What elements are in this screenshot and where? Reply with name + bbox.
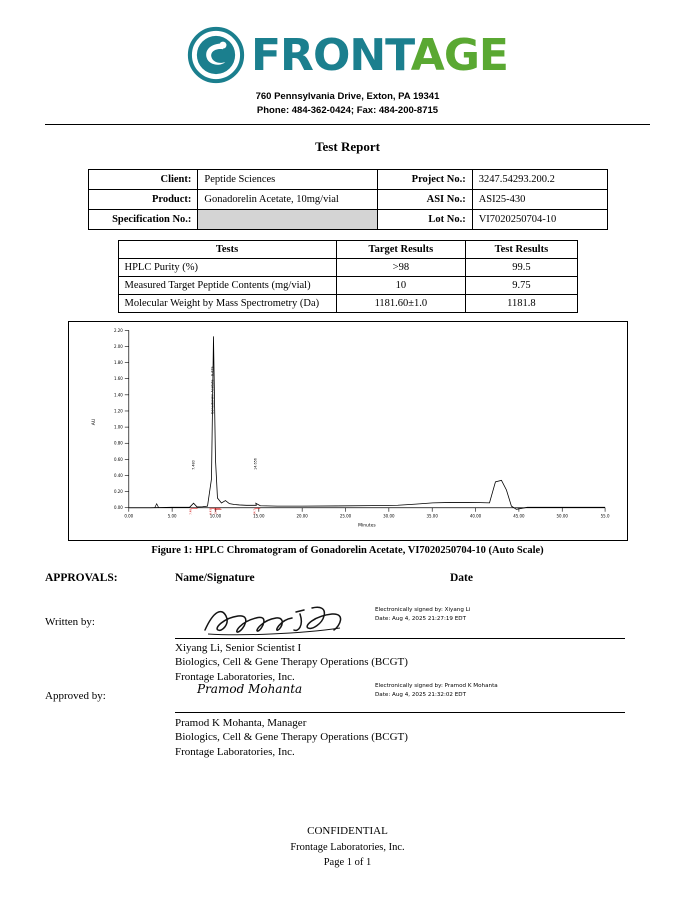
address-line-1: 760 Pennsylvania Drive, Exton, PA 19341 xyxy=(255,91,440,102)
target-result: 10 xyxy=(336,276,466,294)
test-name: HPLC Purity (%) xyxy=(118,258,336,276)
approvals-header-row xyxy=(45,572,650,584)
col-tests: Tests xyxy=(118,240,336,258)
svg-text:14.656: 14.656 xyxy=(252,457,257,470)
table-row xyxy=(88,209,607,229)
table-row xyxy=(88,189,607,209)
test-result: 1181.8 xyxy=(466,294,577,312)
test-name: Measured Target Peptide Contents (mg/vial) xyxy=(118,276,336,294)
approved-by-label: Approved by: xyxy=(45,689,106,702)
svg-text:7.48: 7.48 xyxy=(189,508,193,515)
figure-caption: Figure 1: HPLC Chromatogram of Gonadorelin Acetate, VI7020250704-10 (Auto Scale) xyxy=(151,544,544,556)
approved-by-name: Pramod K Mohanta, Manager xyxy=(175,716,307,729)
chromatogram-svg xyxy=(69,322,627,540)
test-result: 9.75 xyxy=(466,276,577,294)
client-value: Peptide Sciences xyxy=(198,169,377,189)
svg-text:Gonadorelin Acetate - 9.429: Gonadorelin Acetate - 9.429 xyxy=(209,366,214,414)
approved-by-signature-line xyxy=(175,712,625,713)
lot-no-value: VI7020250704-10 xyxy=(472,209,607,229)
confidential-notice: CONFIDENTIAL xyxy=(307,824,388,837)
svg-text:1.00: 1.00 xyxy=(113,424,123,430)
esign-line-1: Electronically signed by: Pramod K Mohanta xyxy=(375,682,498,689)
esign-line-1: Electronically signed by: Xiyang Li xyxy=(375,606,471,613)
approvals-section xyxy=(45,571,650,759)
svg-text:55.0: 55.0 xyxy=(600,513,610,519)
svg-text:AU: AU xyxy=(91,418,97,425)
project-no-label: Project No.: xyxy=(377,169,472,189)
svg-text:1.60: 1.60 xyxy=(113,375,123,381)
written-by-signature-image xyxy=(200,600,360,640)
table-row xyxy=(118,276,577,294)
lot-no-label: Lot No.: xyxy=(377,209,472,229)
svg-text:40.00: 40.00 xyxy=(469,513,481,519)
chromatogram-figure xyxy=(68,321,628,556)
test-result: 99.5 xyxy=(466,258,577,276)
test-name: Molecular Weight by Mass Spectrometry (Da) xyxy=(118,294,336,312)
svg-text:10.00: 10.00 xyxy=(209,513,221,519)
svg-text:2.00: 2.00 xyxy=(113,343,123,349)
page-number: Page 1 of 1 xyxy=(323,856,372,868)
written-by-department: Biologics, Cell & Gene Therapy Operations (BCGT) xyxy=(175,656,408,669)
table-row xyxy=(118,294,577,312)
product-value: Gonadorelin Acetate, 10mg/vial xyxy=(198,189,377,209)
svg-text:10.0: 10.0 xyxy=(213,508,217,515)
project-no-value: 3247.54293.200.2 xyxy=(472,169,607,189)
address-line-2: Phone: 484-362-0424; Fax: 484-200-8715 xyxy=(256,104,439,116)
name-signature-heading: Name/Signature xyxy=(175,571,255,584)
svg-text:Minutes: Minutes xyxy=(357,523,376,529)
svg-text:7.480: 7.480 xyxy=(191,459,196,470)
svg-text:0.00: 0.00 xyxy=(123,513,133,519)
page-title: Test Report xyxy=(315,138,380,154)
asi-no-value: ASI25-430 xyxy=(472,189,607,209)
approved-by-company: Frontage Laboratories, Inc. xyxy=(175,746,295,759)
target-result: >98 xyxy=(336,258,466,276)
svg-text:14.7: 14.7 xyxy=(252,508,256,515)
target-result: 1181.60±1.0 xyxy=(336,294,466,312)
svg-text:0.80: 0.80 xyxy=(113,440,123,446)
client-label: Client: xyxy=(88,169,198,189)
company-logo xyxy=(45,0,650,84)
written-by-company: Frontage Laboratories, Inc. xyxy=(175,671,295,684)
svg-text:30.00: 30.00 xyxy=(382,513,395,519)
product-label: Product: xyxy=(88,189,198,209)
svg-text:1.80: 1.80 xyxy=(113,359,123,365)
svg-text:15.00: 15.00 xyxy=(252,513,265,519)
approved-by-signature-image: Pramod Mohanta xyxy=(197,681,303,696)
approvals-heading: APPROVALS: xyxy=(45,571,118,584)
svg-text:0.60: 0.60 xyxy=(113,456,123,462)
svg-text:1.40: 1.40 xyxy=(113,391,123,397)
page-footer xyxy=(0,824,695,870)
logo-wordmark-part1: FRONT xyxy=(251,29,411,81)
chromatogram-plot xyxy=(68,321,628,541)
svg-text:25.00: 25.00 xyxy=(339,513,351,519)
approved-by-esignature-text xyxy=(375,682,498,701)
table-row xyxy=(88,169,607,189)
svg-text:0.40: 0.40 xyxy=(113,472,123,478)
specification-no-label: Specification No.: xyxy=(88,209,198,229)
svg-text:45.00: 45.00 xyxy=(512,513,525,519)
date-heading: Date xyxy=(450,571,473,584)
esign-line-2: Date: Aug 4, 2025 21:32:02 EDT xyxy=(375,692,467,699)
specification-no-value xyxy=(198,209,377,229)
written-by-name: Xiyang Li, Senior Scientist I xyxy=(175,641,302,654)
logo-wordmark xyxy=(251,30,508,81)
table-row xyxy=(118,258,577,276)
col-target-results: Target Results xyxy=(336,240,466,258)
asi-no-label: ASI No.: xyxy=(377,189,472,209)
table-header-row xyxy=(118,240,577,258)
logo-wordmark-part2: AGE xyxy=(410,29,508,81)
frontage-logo-icon xyxy=(187,26,245,84)
approved-by-name-block xyxy=(175,716,408,761)
footer-company: Frontage Laboratories, Inc. xyxy=(290,841,405,853)
svg-text:5.00: 5.00 xyxy=(167,513,177,519)
test-results-table xyxy=(118,240,578,313)
company-address xyxy=(45,90,650,118)
report-info-table xyxy=(88,169,608,230)
written-by-label: Written by: xyxy=(45,615,95,628)
header-divider xyxy=(45,124,650,125)
written-by-esignature-text xyxy=(375,606,470,625)
svg-text:20.00: 20.00 xyxy=(295,513,308,519)
svg-text:2.20: 2.20 xyxy=(113,327,123,333)
approved-by-department: Biologics, Cell & Gene Therapy Operations (BCGT) xyxy=(175,731,408,744)
svg-text:9.43: 9.43 xyxy=(208,508,212,515)
written-by-block xyxy=(45,594,650,684)
svg-text:35.00: 35.00 xyxy=(426,513,438,519)
svg-text:0.00: 0.00 xyxy=(113,504,123,510)
svg-text:0.20: 0.20 xyxy=(113,488,123,494)
svg-text:1.20: 1.20 xyxy=(113,407,123,413)
esign-line-2: Date: Aug 4, 2025 21:27:19 EDT xyxy=(375,616,467,623)
svg-text:50.00: 50.00 xyxy=(556,513,568,519)
col-test-results: Test Results xyxy=(466,240,577,258)
approved-by-block xyxy=(45,678,650,759)
